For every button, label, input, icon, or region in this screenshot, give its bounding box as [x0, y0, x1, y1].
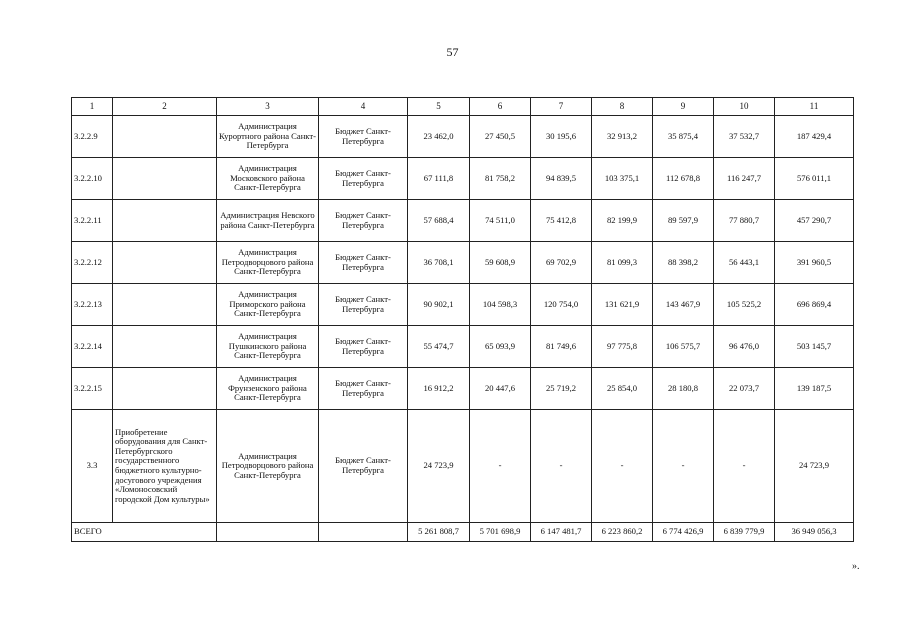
- value-cell: 120 754,0: [531, 284, 592, 326]
- header-cell: 9: [653, 98, 714, 116]
- value-cell: 37 532,7: [714, 116, 775, 158]
- value-cell: 391 960,5: [775, 242, 854, 284]
- source-cell: Бюджет Санкт-Петербурга: [319, 116, 408, 158]
- value-cell: 75 412,8: [531, 200, 592, 242]
- item-name: [113, 158, 217, 200]
- table-row: [72, 200, 854, 242]
- value-cell: 105 525,2: [714, 284, 775, 326]
- value-cell: 67 111,8: [408, 158, 470, 200]
- total-value-cell: 6 839 779,9: [714, 523, 775, 542]
- value-cell: 20 447,6: [470, 368, 531, 410]
- value-cell: 36 708,1: [408, 242, 470, 284]
- header-cell: 8: [592, 98, 653, 116]
- value-cell: 55 474,7: [408, 326, 470, 368]
- table-row: [72, 116, 854, 158]
- value-cell: 74 511,0: [470, 200, 531, 242]
- source-cell: Бюджет Санкт-Петербурга: [319, 200, 408, 242]
- value-cell: 77 880,7: [714, 200, 775, 242]
- item-name: [113, 368, 217, 410]
- value-cell: 25 719,2: [531, 368, 592, 410]
- value-cell: 696 869,4: [775, 284, 854, 326]
- table-row: [72, 368, 854, 410]
- header-cell: 3: [217, 98, 319, 116]
- value-cell: 56 443,1: [714, 242, 775, 284]
- value-cell: 131 621,9: [592, 284, 653, 326]
- budget-table: [71, 97, 854, 542]
- value-cell: 57 688,4: [408, 200, 470, 242]
- value-cell: 104 598,3: [470, 284, 531, 326]
- executor-cell: Администрация Невского района Санкт-Петербурга: [217, 200, 319, 242]
- value-cell: 139 187,5: [775, 368, 854, 410]
- value-cell: 24 723,9: [775, 410, 854, 523]
- value-cell: -: [531, 410, 592, 523]
- value-cell: 25 854,0: [592, 368, 653, 410]
- item-code: 3.2.2.11: [72, 200, 113, 242]
- source-cell: Бюджет Санкт-Петербурга: [319, 368, 408, 410]
- item-code: 3.2.2.9: [72, 116, 113, 158]
- value-cell: 81 758,2: [470, 158, 531, 200]
- item-name: [113, 116, 217, 158]
- header-cell: 6: [470, 98, 531, 116]
- value-cell: 32 913,2: [592, 116, 653, 158]
- total-value-cell: 6 774 426,9: [653, 523, 714, 542]
- value-cell: 16 912,2: [408, 368, 470, 410]
- total-value-cell: 5 261 808,7: [408, 523, 470, 542]
- value-cell: -: [653, 410, 714, 523]
- item-name: [113, 326, 217, 368]
- executor-cell: Администрация Московского района Санкт-Петербурга: [217, 158, 319, 200]
- value-cell: 69 702,9: [531, 242, 592, 284]
- item-code: 3.2.2.15: [72, 368, 113, 410]
- empty-cell: [319, 523, 408, 542]
- item-name: [113, 200, 217, 242]
- value-cell: 24 723,9: [408, 410, 470, 523]
- total-row: [72, 523, 854, 542]
- source-cell: Бюджет Санкт-Петербурга: [319, 284, 408, 326]
- value-cell: 89 597,9: [653, 200, 714, 242]
- value-cell: 28 180,8: [653, 368, 714, 410]
- total-label: ВСЕГО: [72, 523, 217, 542]
- value-cell: 88 398,2: [653, 242, 714, 284]
- header-row: [72, 98, 854, 116]
- value-cell: 112 678,8: [653, 158, 714, 200]
- value-cell: 143 467,9: [653, 284, 714, 326]
- item-name: Приобретение оборудования для Санкт-Петербургского государственного бюджетного культурно-досугового учреждения «Ломоносовский городской Дом культуры»: [113, 410, 217, 523]
- value-cell: -: [470, 410, 531, 523]
- value-cell: 503 145,7: [775, 326, 854, 368]
- value-cell: 30 195,6: [531, 116, 592, 158]
- page-number: 57: [446, 45, 459, 59]
- header-cell: 1: [72, 98, 113, 116]
- header-cell: 7: [531, 98, 592, 116]
- executor-cell: Администрация Приморского района Санкт-Петербурга: [217, 284, 319, 326]
- item-code: 3.2.2.13: [72, 284, 113, 326]
- value-cell: 94 839,5: [531, 158, 592, 200]
- empty-cell: [217, 523, 319, 542]
- value-cell: 22 073,7: [714, 368, 775, 410]
- value-cell: 82 199,9: [592, 200, 653, 242]
- value-cell: 103 375,1: [592, 158, 653, 200]
- total-value-cell: 36 949 056,3: [775, 523, 854, 542]
- value-cell: 23 462,0: [408, 116, 470, 158]
- source-cell: Бюджет Санкт-Петербурга: [319, 410, 408, 523]
- item-name: [113, 242, 217, 284]
- table-row: [72, 410, 854, 523]
- source-cell: Бюджет Санкт-Петербурга: [319, 242, 408, 284]
- closing-quote: ».: [852, 561, 860, 572]
- value-cell: 187 429,4: [775, 116, 854, 158]
- table-row: [72, 326, 854, 368]
- value-cell: 65 093,9: [470, 326, 531, 368]
- source-cell: Бюджет Санкт-Петербурга: [319, 326, 408, 368]
- value-cell: 35 875,4: [653, 116, 714, 158]
- total-value-cell: 6 223 860,2: [592, 523, 653, 542]
- item-code: 3.3: [72, 410, 113, 523]
- executor-cell: Администрация Фрунзенского района Санкт-Петербурга: [217, 368, 319, 410]
- item-name: [113, 284, 217, 326]
- header-cell: 10: [714, 98, 775, 116]
- executor-cell: Администрация Курортного района Санкт-Петербурга: [217, 116, 319, 158]
- header-cell: 2: [113, 98, 217, 116]
- item-code: 3.2.2.14: [72, 326, 113, 368]
- value-cell: 576 011,1: [775, 158, 854, 200]
- executor-cell: Администрация Петродворцового района Санкт-Петербурга: [217, 242, 319, 284]
- value-cell: 81 099,3: [592, 242, 653, 284]
- header-cell: 5: [408, 98, 470, 116]
- value-cell: 59 608,9: [470, 242, 531, 284]
- value-cell: 81 749,6: [531, 326, 592, 368]
- table-row: [72, 242, 854, 284]
- value-cell: 457 290,7: [775, 200, 854, 242]
- value-cell: -: [592, 410, 653, 523]
- source-cell: Бюджет Санкт-Петербурга: [319, 158, 408, 200]
- value-cell: 116 247,7: [714, 158, 775, 200]
- header-cell: 4: [319, 98, 408, 116]
- table-row: [72, 284, 854, 326]
- table-row: [72, 158, 854, 200]
- total-value-cell: 5 701 698,9: [470, 523, 531, 542]
- total-value-cell: 6 147 481,7: [531, 523, 592, 542]
- executor-cell: Администрация Пушкинского района Санкт-Петербурга: [217, 326, 319, 368]
- value-cell: 97 775,8: [592, 326, 653, 368]
- value-cell: 90 902,1: [408, 284, 470, 326]
- item-code: 3.2.2.10: [72, 158, 113, 200]
- executor-cell: Администрация Петродворцового района Санкт-Петербурга: [217, 410, 319, 523]
- value-cell: 27 450,5: [470, 116, 531, 158]
- value-cell: -: [714, 410, 775, 523]
- value-cell: 96 476,0: [714, 326, 775, 368]
- value-cell: 106 575,7: [653, 326, 714, 368]
- item-code: 3.2.2.12: [72, 242, 113, 284]
- header-cell: 11: [775, 98, 854, 116]
